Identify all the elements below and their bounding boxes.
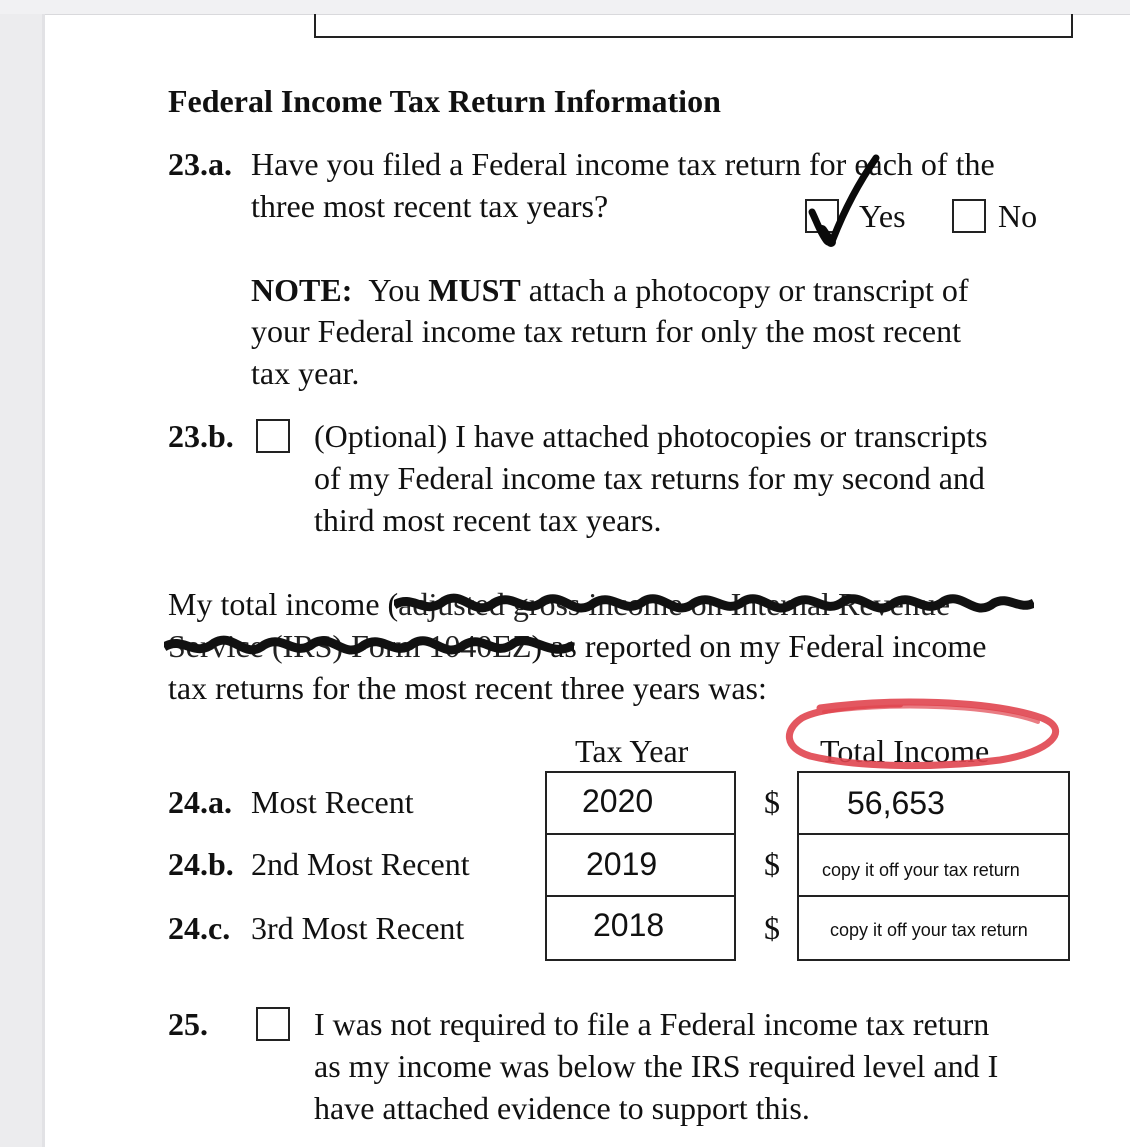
note-line1 — [251, 269, 969, 311]
note-must: MUST — [428, 272, 521, 308]
dollar-sign: $ — [764, 784, 780, 820]
row-24b-label: 2nd Most Recent — [251, 846, 470, 882]
total-income-header: Total Income — [820, 733, 990, 769]
question-23b-line1: (Optional) I have attached photocopies or transcripts — [314, 418, 988, 454]
question-25-number: 25. — [168, 1006, 208, 1042]
total-income-value: 56,653 — [847, 785, 945, 821]
previous-field-box — [314, 14, 1073, 38]
scribble-out-icon — [394, 587, 1034, 623]
no-label: No — [998, 198, 1038, 234]
income-line2-end: ) as reported on my Federal income — [531, 628, 987, 664]
struck-text-1: adjusted gross income on Internal Revenue — [398, 583, 950, 625]
total-income-value: copy it off your tax return — [830, 920, 1028, 940]
row-24a-number: 24.a. — [168, 784, 232, 820]
note-line2: your Federal income tax return for only the most recent — [251, 313, 961, 349]
question-23b-line3: third most recent tax years. — [314, 502, 662, 538]
dollar-sign: $ — [764, 846, 780, 882]
income-line1 — [168, 583, 950, 625]
viewer-top-strip — [0, 0, 1130, 15]
note-lead: NOTE: — [251, 272, 353, 308]
question-23a-line1: Have you filed a Federal income tax return for each of the — [251, 146, 995, 182]
struck-text-2: Service (IRS) Form 1040EZ — [168, 625, 532, 667]
note-you: You — [368, 272, 421, 308]
dollar-sign: $ — [764, 910, 780, 946]
tax-year-value: 2019 — [586, 846, 658, 882]
question-23a-number: 23.a. — [168, 146, 232, 182]
tax-year-value: 2018 — [593, 907, 665, 943]
question-25-line1: I was not required to file a Federal income tax return — [314, 1006, 990, 1042]
tax-year-header: Tax Year — [575, 733, 689, 769]
question-23a-line2: three most recent tax years? — [251, 188, 609, 224]
tax-year-field-24a[interactable] — [545, 771, 736, 835]
row-24c-label: 3rd Most Recent — [251, 910, 465, 946]
tax-year-field-24c[interactable] — [545, 895, 736, 961]
total-income-field-24a[interactable] — [797, 771, 1070, 835]
question-25-line2: as my income was below the IRS required level and I — [314, 1048, 999, 1084]
total-income-field-24c[interactable] — [797, 895, 1070, 961]
row-24b-number: 24.b. — [168, 846, 234, 882]
total-income-field-24b[interactable] — [797, 833, 1070, 897]
viewer-left-gutter — [0, 14, 42, 1147]
scribble-out-icon — [164, 629, 574, 665]
tax-year-field-24b[interactable] — [545, 833, 736, 897]
note-rest: attach a photocopy or transcript of — [528, 272, 969, 308]
yes-label: Yes — [859, 198, 906, 234]
tax-year-value: 2020 — [582, 783, 654, 819]
optional-attached-checkbox[interactable] — [256, 419, 290, 453]
row-24a-label: Most Recent — [251, 784, 414, 820]
total-income-value: copy it off your tax return — [822, 860, 1020, 880]
yes-checkbox[interactable] — [805, 199, 839, 233]
question-23b-number: 23.b. — [168, 418, 234, 454]
section-title: Federal Income Tax Return Information — [168, 83, 721, 119]
page-left-edge — [42, 14, 45, 1147]
no-checkbox[interactable] — [952, 199, 986, 233]
row-24c-number: 24.c. — [168, 910, 231, 946]
question-25-line3: have attached evidence to support this. — [314, 1090, 810, 1126]
income-line2 — [168, 625, 986, 667]
income-line1-start: My total income ( — [168, 586, 399, 622]
income-line3: tax returns for the most recent three years was: — [168, 670, 767, 706]
question-23b-line2: of my Federal income tax returns for my second and — [314, 460, 985, 496]
not-required-checkbox[interactable] — [256, 1007, 290, 1041]
note-line3: tax year. — [251, 355, 360, 391]
